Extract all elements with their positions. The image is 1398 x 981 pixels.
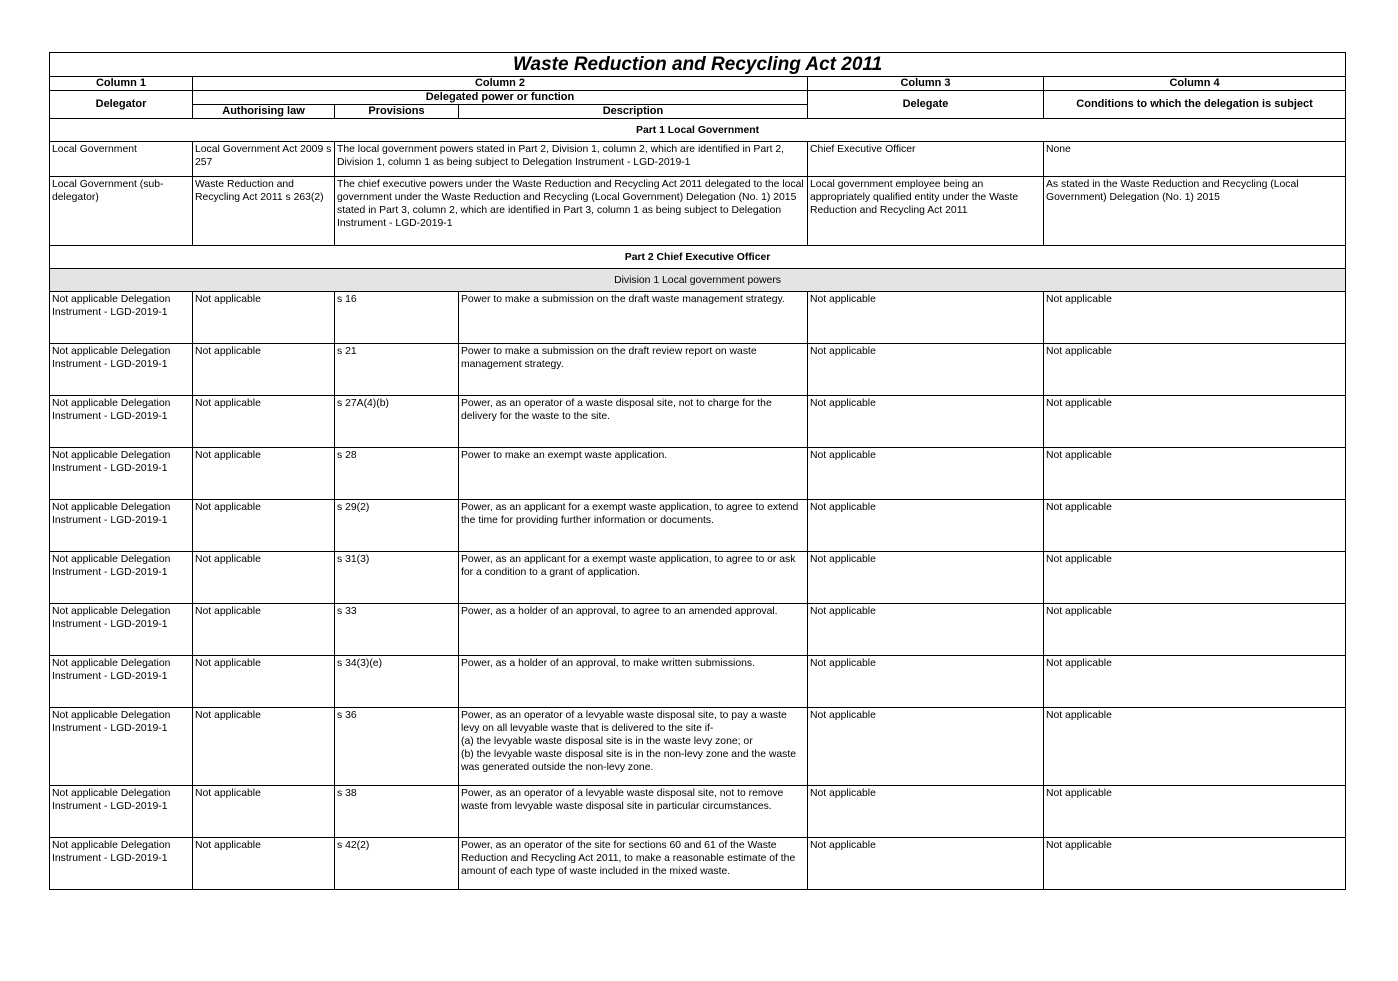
delegate-cell: Not applicable — [808, 500, 1044, 552]
authorising-law-cell: Not applicable — [193, 292, 335, 344]
delegator-cell: Not applicable Delegation Instrument - LGD-2019-1 — [50, 500, 193, 552]
conditions-cell: Not applicable — [1044, 292, 1346, 344]
provisions-header: Provisions — [335, 105, 459, 119]
description-line: Power to make an exempt waste application. — [461, 450, 668, 461]
table-row — [50, 448, 1346, 500]
provision-cell: s 27A(4)(b) — [335, 396, 459, 448]
delegator-cell: Not applicable Delegation Instrument - LGD-2019-1 — [50, 656, 193, 708]
description-line: Power, as an operator of a levyable waste disposal site, to pay a waste levy on all levyable waste that is delivered to the site if- — [461, 710, 787, 734]
authorising-law-cell: Not applicable — [193, 708, 335, 786]
delegate-header: Delegate — [808, 91, 1044, 119]
authorising-law-cell: Not applicable — [193, 448, 335, 500]
description-cell — [459, 708, 808, 786]
conditions-cell: Not applicable — [1044, 552, 1346, 604]
table-row — [50, 177, 1346, 246]
authorising-law-cell: Not applicable — [193, 838, 335, 890]
description-line: Power, as an operator of a waste disposal site, not to charge for the delivery for the waste to the site. — [461, 398, 772, 422]
table-row — [50, 708, 1346, 786]
description-cell — [459, 448, 808, 500]
delegator-cell: Local Government (sub-delegator) — [50, 177, 193, 246]
description-line: Power, as a holder of an approval, to agree to an amended approval. — [461, 606, 778, 617]
delegate-cell: Local government employee being an appropriately qualified entity under the Waste Reduction and Recycling Act 2011 — [808, 177, 1044, 246]
provision-cell: s 34(3)(e) — [335, 656, 459, 708]
delegate-cell: Not applicable — [808, 344, 1044, 396]
power-cell: The local government powers stated in Part 2, Division 1, column 2, which are identified in Part 2, Division 1, column 1 as being subject to Delegation Instrument - LGD-2019-1 — [335, 142, 808, 177]
conditions-cell: None — [1044, 142, 1346, 177]
provision-cell: s 42(2) — [335, 838, 459, 890]
description-line: (a) the levyable waste disposal site is in the waste levy zone; or — [461, 736, 753, 747]
delegate-cell: Chief Executive Officer — [808, 142, 1044, 177]
provision-cell: s 31(3) — [335, 552, 459, 604]
authorising-law-cell: Waste Reduction and Recycling Act 2011 s 263(2) — [193, 177, 335, 246]
table-row — [50, 552, 1346, 604]
description-line: Power, as an applicant for a exempt waste application, to agree to extend the time for providing further information or documents. — [461, 502, 799, 526]
delegator-cell: Not applicable Delegation Instrument - LGD-2019-1 — [50, 838, 193, 890]
description-line: Power to make a submission on the draft waste management strategy. — [461, 294, 785, 305]
document-title: Waste Reduction and Recycling Act 2011 — [50, 53, 1346, 77]
description-cell — [459, 500, 808, 552]
description-cell — [459, 292, 808, 344]
description-line: Power, as an applicant for a exempt waste application, to agree to or ask for a condition to a grant of application. — [461, 554, 796, 578]
description-header: Description — [459, 105, 808, 119]
table-row — [50, 500, 1346, 552]
delegate-cell: Not applicable — [808, 604, 1044, 656]
delegate-cell: Not applicable — [808, 838, 1044, 890]
delegator-cell: Not applicable Delegation Instrument - LGD-2019-1 — [50, 708, 193, 786]
column-1-header: Column 1 — [50, 77, 193, 91]
power-cell: The chief executive powers under the Waste Reduction and Recycling Act 2011 delegated to the local government under the Waste Reduction and Recycling (Local Government) Delegation (No. 1) 2015 stated in Part 3, column 2, which are identified in Part 3, column 1 as being subject to Delegation Instrument - LGD-2019-1 — [335, 177, 808, 246]
conditions-cell: Not applicable — [1044, 604, 1346, 656]
authorising-law-cell: Not applicable — [193, 786, 335, 838]
column-2-header: Column 2 — [193, 77, 808, 91]
conditions-cell: Not applicable — [1044, 344, 1346, 396]
description-line: Power, as an operator of a levyable waste disposal site, not to remove waste from levyable waste disposal site in particular circumstances. — [461, 788, 784, 812]
part-2-heading: Part 2 Chief Executive Officer — [50, 246, 1346, 269]
conditions-cell: Not applicable — [1044, 656, 1346, 708]
delegate-cell: Not applicable — [808, 708, 1044, 786]
conditions-cell: Not applicable — [1044, 838, 1346, 890]
description-cell — [459, 656, 808, 708]
table-row — [50, 604, 1346, 656]
table-row — [50, 396, 1346, 448]
column-4-header: Column 4 — [1044, 77, 1346, 91]
authorising-law-cell: Local Government Act 2009 s 257 — [193, 142, 335, 177]
provision-cell: s 28 — [335, 448, 459, 500]
conditions-cell: Not applicable — [1044, 786, 1346, 838]
authorising-law-cell: Not applicable — [193, 500, 335, 552]
table-row — [50, 142, 1346, 177]
provision-cell: s 29(2) — [335, 500, 459, 552]
delegator-cell: Not applicable Delegation Instrument - LGD-2019-1 — [50, 448, 193, 500]
division-1-heading: Division 1 Local government powers — [50, 269, 1346, 292]
table-row — [50, 786, 1346, 838]
table-row — [50, 344, 1346, 396]
delegate-cell: Not applicable — [808, 396, 1044, 448]
delegate-cell: Not applicable — [808, 786, 1044, 838]
authorising-law-cell: Not applicable — [193, 396, 335, 448]
authorising-law-header: Authorising law — [193, 105, 335, 119]
description-line: (b) the levyable waste disposal site is in the non-levy zone and the waste was generated outside the non-levy zone. — [461, 749, 796, 773]
delegator-cell: Not applicable Delegation Instrument - LGD-2019-1 — [50, 552, 193, 604]
provision-cell: s 16 — [335, 292, 459, 344]
description-line: Power to make a submission on the draft review report on waste management strategy. — [461, 346, 757, 370]
delegated-power-header: Delegated power or function — [193, 91, 808, 105]
table-row — [50, 292, 1346, 344]
delegate-cell: Not applicable — [808, 448, 1044, 500]
table-row — [50, 838, 1346, 890]
delegate-cell: Not applicable — [808, 552, 1044, 604]
authorising-law-cell: Not applicable — [193, 656, 335, 708]
delegator-cell: Not applicable Delegation Instrument - LGD-2019-1 — [50, 786, 193, 838]
description-cell — [459, 396, 808, 448]
table-row — [50, 656, 1346, 708]
delegation-table — [49, 52, 1346, 890]
conditions-cell: As stated in the Waste Reduction and Recycling (Local Government) Delegation (No. 1) 2015 — [1044, 177, 1346, 246]
part-1-heading: Part 1 Local Government — [50, 119, 1346, 142]
conditions-cell: Not applicable — [1044, 500, 1346, 552]
conditions-cell: Not applicable — [1044, 708, 1346, 786]
description-cell — [459, 838, 808, 890]
delegator-cell: Not applicable Delegation Instrument - LGD-2019-1 — [50, 396, 193, 448]
description-cell — [459, 786, 808, 838]
authorising-law-cell: Not applicable — [193, 552, 335, 604]
delegator-cell: Not applicable Delegation Instrument - LGD-2019-1 — [50, 292, 193, 344]
delegator-header: Delegator — [50, 91, 193, 119]
delegator-cell: Not applicable Delegation Instrument - LGD-2019-1 — [50, 604, 193, 656]
delegator-cell: Local Government — [50, 142, 193, 177]
delegator-cell: Not applicable Delegation Instrument - LGD-2019-1 — [50, 344, 193, 396]
description-line: Power, as a holder of an approval, to make written submissions. — [461, 658, 755, 669]
delegate-cell: Not applicable — [808, 292, 1044, 344]
conditions-header: Conditions to which the delegation is subject — [1044, 91, 1346, 119]
authorising-law-cell: Not applicable — [193, 604, 335, 656]
authorising-law-cell: Not applicable — [193, 344, 335, 396]
conditions-cell: Not applicable — [1044, 396, 1346, 448]
provision-cell: s 36 — [335, 708, 459, 786]
provision-cell: s 21 — [335, 344, 459, 396]
description-cell — [459, 344, 808, 396]
description-line: Power, as an operator of the site for sections 60 and 61 of the Waste Reduction and Recycling Act 2011, to make a reasonable estimate of the amount of each type of waste included in the mixed waste. — [461, 840, 796, 877]
provision-cell: s 33 — [335, 604, 459, 656]
column-3-header: Column 3 — [808, 77, 1044, 91]
description-cell — [459, 552, 808, 604]
conditions-cell: Not applicable — [1044, 448, 1346, 500]
provision-cell: s 38 — [335, 786, 459, 838]
delegate-cell: Not applicable — [808, 656, 1044, 708]
description-cell — [459, 604, 808, 656]
